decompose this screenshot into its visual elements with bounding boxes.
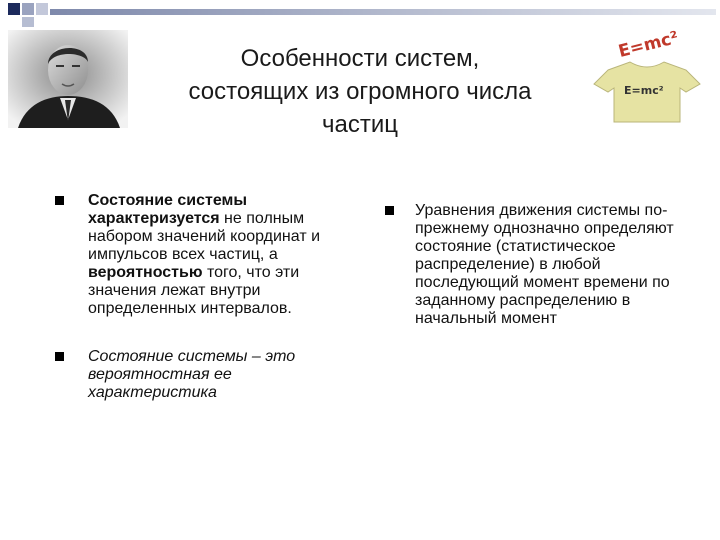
bold-text: вероятностью xyxy=(88,264,203,281)
bullet-square-icon xyxy=(385,206,394,215)
decor-line xyxy=(50,9,716,15)
bullet-item xyxy=(55,192,355,318)
title-line: Особенности систем, xyxy=(240,45,480,72)
body-text: Уравнения движения системы по-прежнему однозначно определяют состояние (статистическое распределение) в любой последующий момент времени по заданному распределению в начальный момент xyxy=(415,202,674,327)
decor-square xyxy=(22,3,34,15)
scientist-portrait-image xyxy=(8,30,128,128)
bullet-square-icon xyxy=(55,196,64,205)
decor-square xyxy=(22,17,34,27)
tshirt-formula-shirt: E=mc² xyxy=(624,84,664,97)
decor-square xyxy=(8,3,20,15)
bullet-item xyxy=(385,202,695,328)
italic-text: Состояние системы – это вероятностная ее характеристика xyxy=(88,348,296,401)
emc2-tshirt-image xyxy=(580,22,715,127)
decor-square xyxy=(36,3,48,15)
body-text: не полным набором значений координат и импульсов всех частиц, а xyxy=(88,210,321,263)
title-line: состоящих из огромного числа xyxy=(188,78,532,105)
bullet-item xyxy=(55,348,355,402)
tshirt-formula-top: E=mc² xyxy=(616,27,681,62)
left-bullet-column xyxy=(55,192,355,432)
bullet-square-icon xyxy=(55,352,64,361)
right-bullet-column xyxy=(385,202,695,358)
slide-decoration-bar xyxy=(0,0,720,22)
slide-title xyxy=(150,42,570,141)
body-text: того, что эти значения лежат внутри определенных интервалов. xyxy=(88,264,300,317)
bold-text: Состояние системы характеризуется xyxy=(88,192,248,227)
title-line: частиц xyxy=(322,111,398,138)
